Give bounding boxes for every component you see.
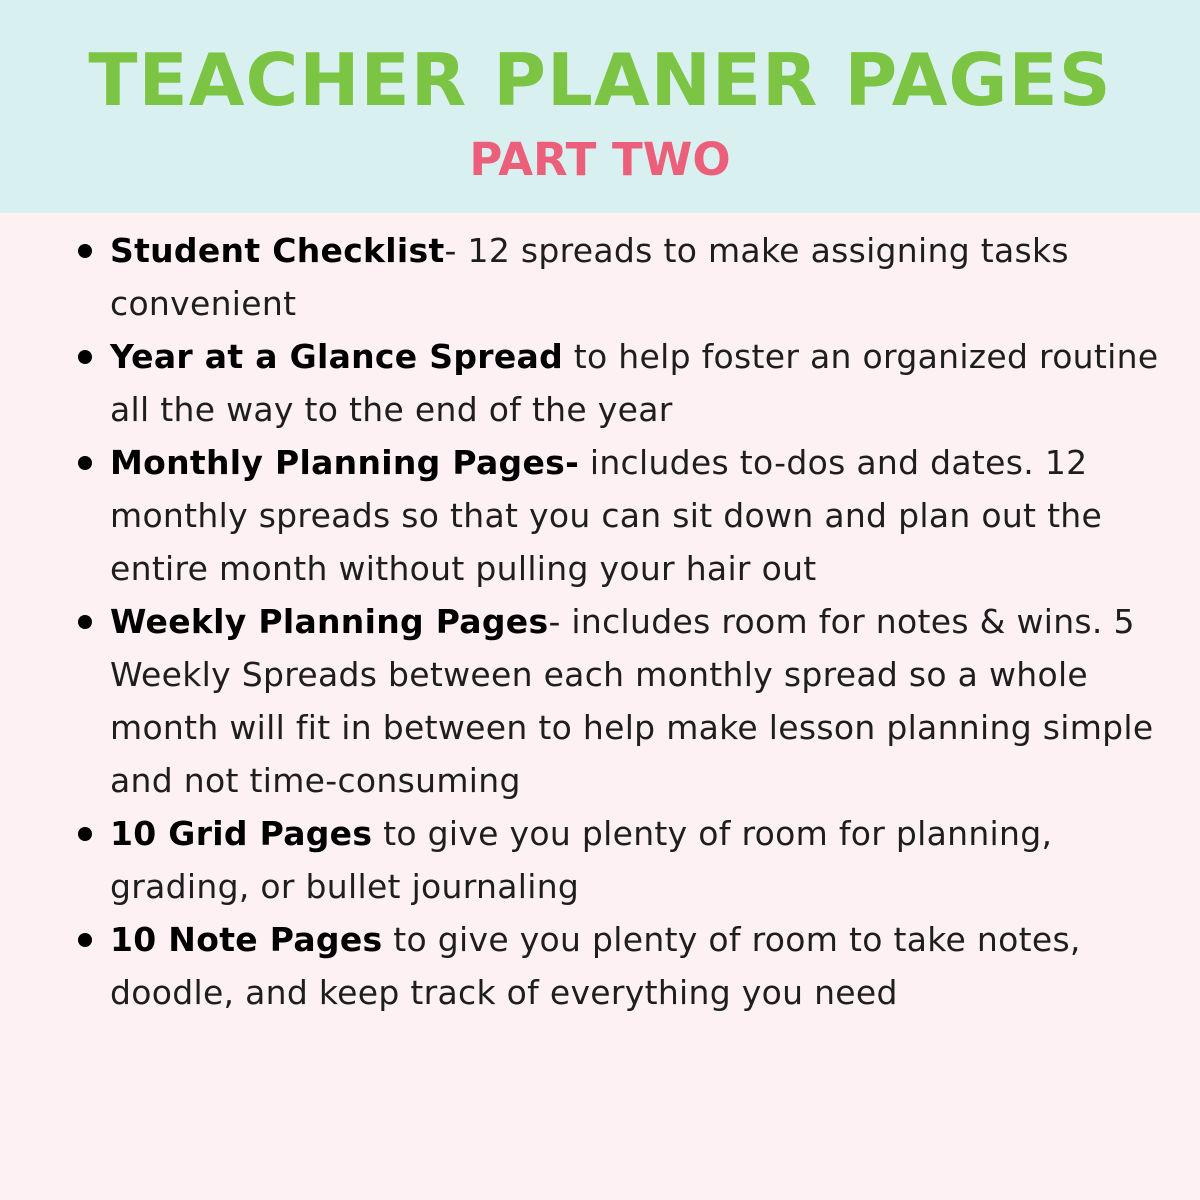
list-item-grid-pages: [0, 807, 1200, 913]
list-item-year-at-a-glance: [0, 330, 1200, 436]
list-item-note-pages: [0, 913, 1200, 1019]
list-item-student-checklist: [0, 224, 1200, 330]
bullet-icon: [78, 244, 92, 258]
item-heading: Monthly Planning Pages-: [110, 443, 580, 482]
item-description: - includes room for notes & wins. 5 Weekly Spreads between each monthly spread so a whole month will fit in between to help make lesson planning simple and not time-consuming: [110, 602, 1154, 800]
bullet-icon: [78, 350, 92, 364]
bullet-icon: [78, 933, 92, 947]
feature-list-container: [0, 224, 1200, 1019]
item-heading: Student Checklist: [110, 231, 445, 270]
item-heading: 10 Note Pages: [110, 920, 383, 959]
item-description: to help foster an organized routine all the way to the end of the year: [110, 337, 1159, 429]
item-heading: Weekly Planning Pages: [110, 602, 549, 641]
item-description: to give you plenty of room to take notes, doodle, and keep track of everything you need: [110, 920, 1081, 1012]
page-subtitle: PART TWO: [469, 133, 731, 186]
item-description: - 12 spreads to make assigning tasks convenient: [110, 231, 1069, 323]
list-item-weekly-planning: [0, 595, 1200, 807]
bullet-icon: [78, 456, 92, 470]
header-banner: [0, 0, 1200, 213]
feature-list: [0, 224, 1200, 1019]
list-item-monthly-planning: [0, 436, 1200, 595]
bullet-icon: [78, 615, 92, 629]
item-heading: 10 Grid Pages: [110, 814, 373, 853]
item-description: to give you plenty of room for planning, grading, or bullet journaling: [110, 814, 1053, 906]
item-heading: Year at a Glance Spread: [110, 337, 563, 376]
item-description: includes to-dos and dates. 12 monthly spreads so that you can sit down and plan out the entire month without pulling your hair out: [110, 443, 1103, 588]
page-title: TEACHER PLANER PAGES: [88, 38, 1112, 122]
bullet-icon: [78, 827, 92, 841]
